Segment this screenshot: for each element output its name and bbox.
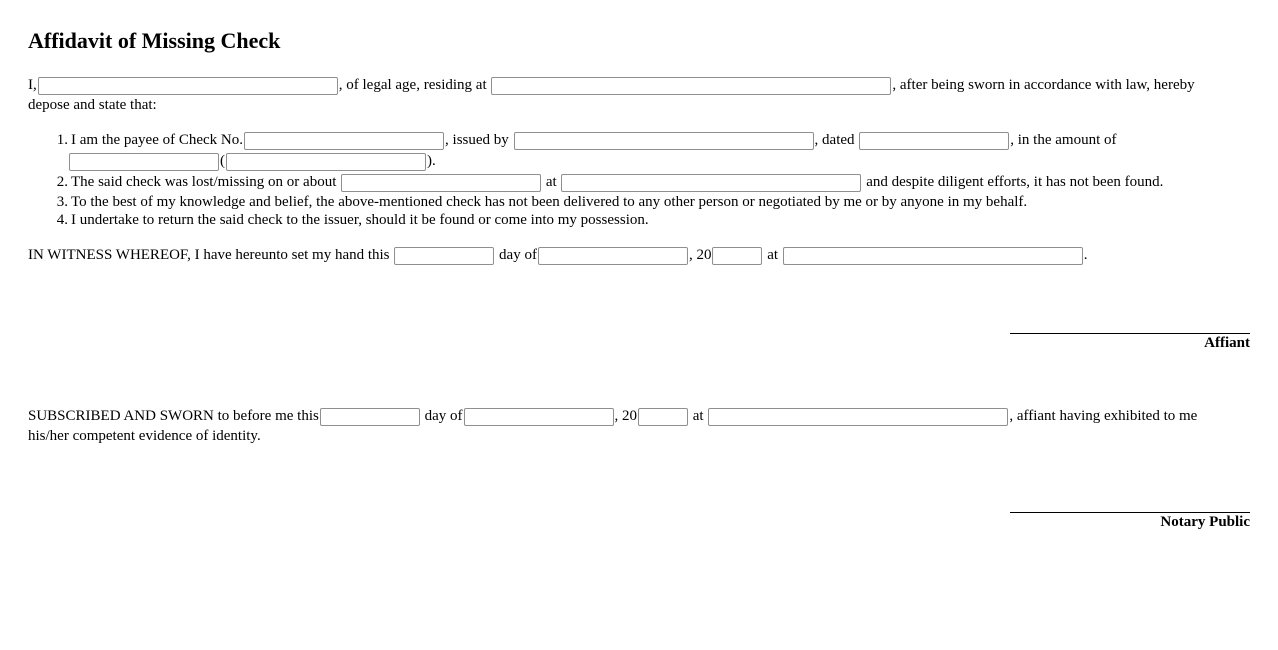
item-1-number: 1. — [56, 132, 68, 148]
issuer-input[interactable] — [514, 132, 814, 150]
check-number-input[interactable] — [244, 132, 444, 150]
open-paren: ( — [220, 153, 225, 169]
sworn-month-input[interactable] — [464, 408, 614, 426]
item-2-line — [28, 172, 1163, 192]
witness-year-input[interactable] — [712, 247, 762, 265]
item-2-text-b: at — [545, 174, 557, 190]
sworn-line — [28, 406, 1197, 426]
witness-prefix: IN WITNESS WHEREOF, I have hereunto set my hand this — [28, 247, 390, 263]
item-3-number: 3. — [56, 194, 68, 210]
document-title: Affidavit of Missing Check — [28, 28, 281, 53]
item-1-text-d: , in the amount of — [1010, 132, 1117, 148]
witness-month-input[interactable] — [538, 247, 688, 265]
sworn-at: at — [692, 408, 704, 424]
intro-line — [28, 75, 1195, 95]
witness-day-input[interactable] — [394, 247, 494, 265]
affiant-name-input[interactable] — [38, 77, 338, 95]
item-4-line — [28, 210, 649, 230]
amount-words-input[interactable] — [226, 153, 426, 171]
sworn-day-of: day of — [424, 408, 463, 424]
witness-year-prefix: , 20 — [688, 247, 712, 263]
item-2-text-c: and despite diligent efforts, it has not been found. — [866, 174, 1164, 190]
sworn-place-input[interactable] — [708, 408, 1008, 426]
check-date-input[interactable] — [859, 132, 1009, 150]
item-3-text: To the best of my knowledge and belief, the above-mentioned check has not been delivered to any other person or negotiated by me or by anyone in my behalf. — [71, 194, 1028, 210]
affiant-signature-line — [1010, 333, 1250, 352]
legal-age-text: , of legal age, residing at — [338, 77, 487, 93]
witness-at: at — [767, 247, 779, 263]
sworn-line-2: his/her competent evidence of identity. — [28, 428, 261, 444]
residence-address-input[interactable] — [491, 77, 891, 95]
sworn-year-input[interactable] — [638, 408, 688, 426]
lost-date-input[interactable] — [341, 174, 541, 192]
sworn-suffix: , affiant having exhibited to me — [1009, 408, 1198, 424]
item-1-line — [28, 130, 1117, 150]
witness-end: . — [1083, 247, 1088, 263]
item-2-number: 2. — [56, 174, 68, 190]
witness-day-of: day of — [499, 247, 537, 263]
notary-label: Notary Public — [1160, 514, 1250, 530]
item-1-text-b: , issued by — [445, 132, 509, 148]
close-paren: ). — [427, 153, 436, 169]
item-4-number: 4. — [56, 212, 68, 228]
item-2-text-a: The said check was lost/missing on or about — [71, 174, 337, 190]
sworn-prefix: SUBSCRIBED AND SWORN to before me this — [28, 408, 319, 424]
item-4-text: I undertake to return the said check to the issuer, should it be found or come into my possession. — [71, 212, 649, 228]
item-3-line — [28, 192, 1027, 212]
item-1-text-a: I am the payee of Check No. — [71, 132, 244, 148]
witness-place-input[interactable] — [783, 247, 1083, 265]
witness-line — [28, 245, 1088, 265]
amount-figures-input[interactable] — [69, 153, 219, 171]
sworn-day-input[interactable] — [320, 408, 420, 426]
item-1-text-c: , dated — [814, 132, 855, 148]
depose-line: depose and state that: — [28, 97, 157, 113]
lost-place-input[interactable] — [561, 174, 861, 192]
item-1-amount-line — [68, 151, 436, 171]
intro-prefix: I, — [28, 77, 37, 93]
notary-signature-line — [1010, 512, 1250, 531]
affiant-label: Affiant — [1204, 335, 1250, 351]
after-sworn-text: , after being sworn in accordance with law, hereby — [892, 77, 1195, 93]
sworn-year-prefix: , 20 — [614, 408, 637, 424]
